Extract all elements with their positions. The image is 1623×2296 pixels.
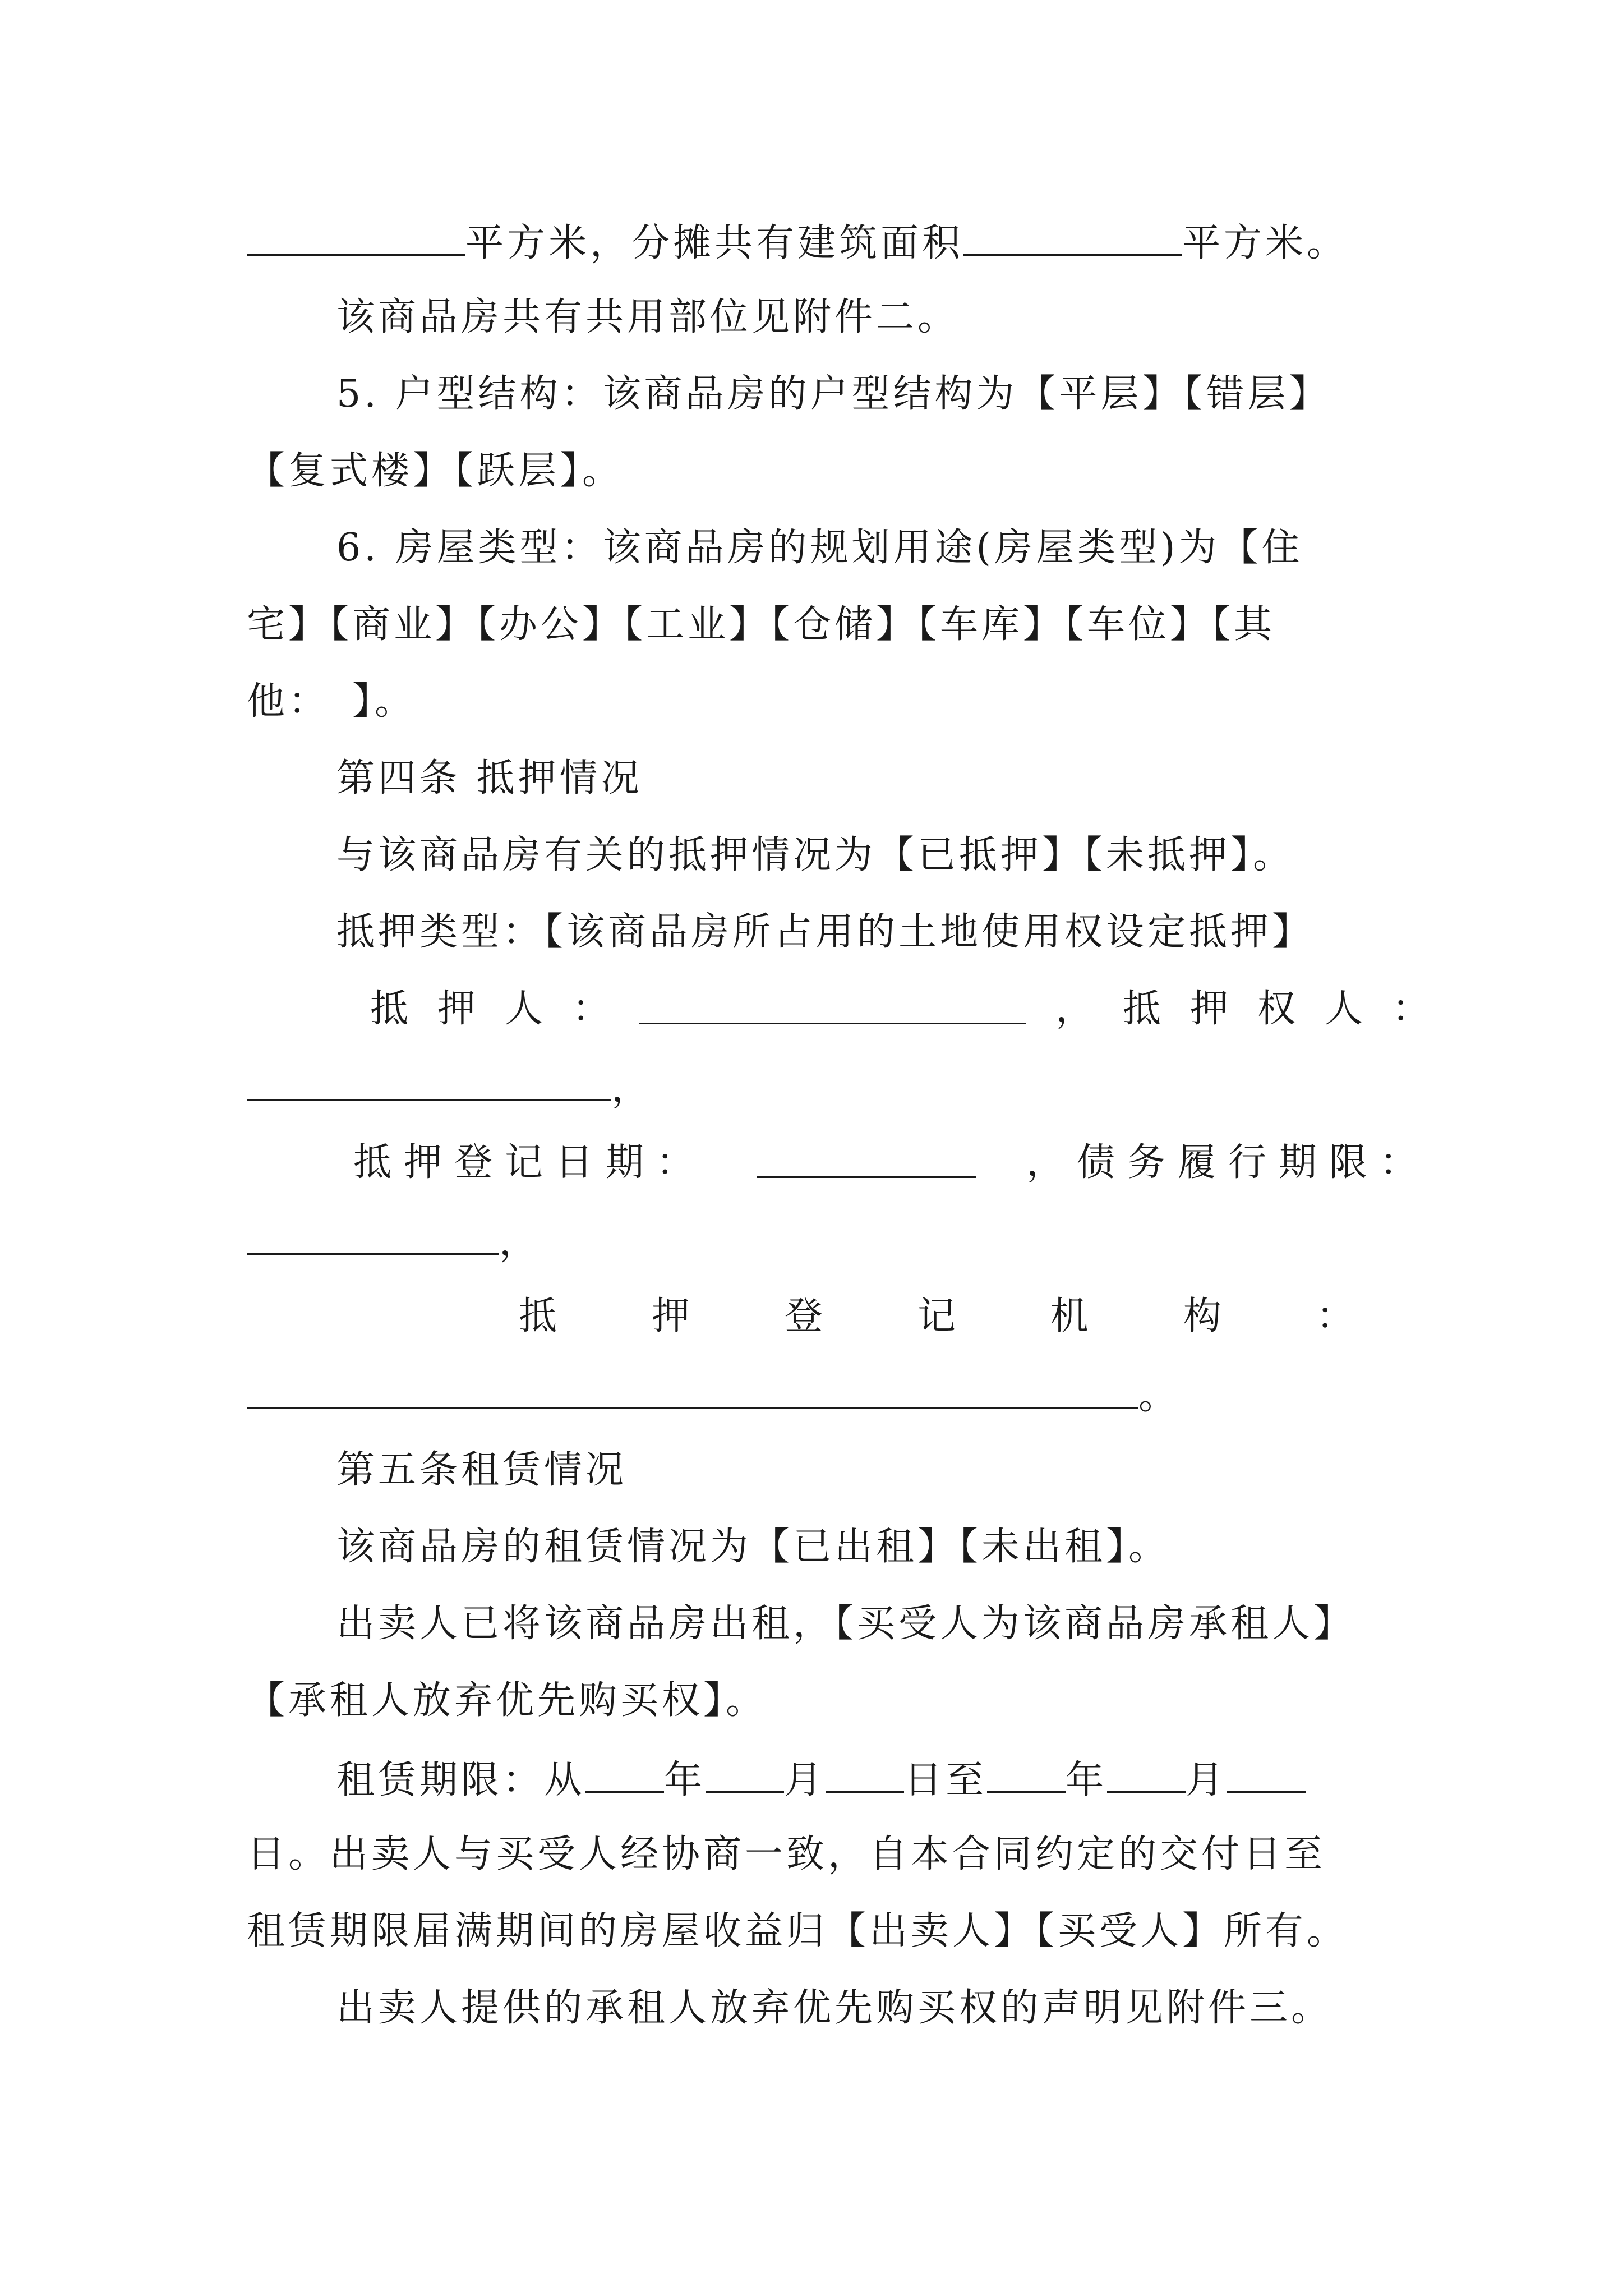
blank-start-month[interactable] (706, 1759, 784, 1793)
blank-mortgagor-field[interactable] (639, 990, 1026, 1024)
blank-end-year[interactable] (987, 1759, 1066, 1793)
house-type-text: 6. 房屋类型：该商品房的规划用途(房屋类型)为【住 (336, 526, 1303, 570)
house-type-other: 他： 】。 (247, 679, 417, 724)
blank-start-year[interactable] (585, 1759, 664, 1793)
blank-end-day[interactable] (1227, 1759, 1306, 1793)
unit-structure-options: 【复式楼】【跃层】。 (247, 449, 624, 493)
blank-registration-authority-field[interactable] (247, 1374, 1138, 1409)
lease-term-line: 租赁期限：从 年 月 日至 年 月 (336, 1759, 1430, 1800)
waiver-statement-text: 出卖人提供的承租人放弃优先购买权的声明见附件三。 (336, 1986, 1333, 2030)
blank-mortgage-date-field[interactable] (757, 1144, 976, 1178)
blank-mortgagee-field[interactable] (247, 1067, 611, 1101)
mortgage-status-text: 与该商品房有关的抵押情况为【已抵押】【未抵押】。 (336, 833, 1295, 877)
registration-authority-line: 抵 押 登 记 机 构 ： (519, 1294, 1354, 1338)
lease-income-owner-text: 租赁期限届满期间的房屋收益归【出卖人】【买受人】所有。 (247, 1909, 1349, 1953)
blank-start-day[interactable] (826, 1759, 904, 1793)
lease-waiver-text: 【承租人放弃优先购买权】。 (247, 1678, 768, 1723)
common-parts-text: 该商品房共有共用部位见附件二。 (336, 295, 960, 339)
mortgage-type-text: 抵押类型：【该商品房所占用的土地使用权设定抵押】 (336, 910, 1314, 954)
mortgagee-line: ， (247, 1067, 1430, 1108)
registration-authority-blank-line: 。 (247, 1374, 1430, 1415)
lease-buyer-text: 出卖人已将该商品房出租，【买受人为该商品房承租人】 (336, 1602, 1355, 1646)
area-unit-text: 平方米。 (1182, 221, 1349, 265)
mortgagor-line: 抵 押 人 ： ， 抵 押 权 人 ： (370, 987, 1430, 1031)
mortgage-date-line: 抵押登记日期： ，债务履行期限： (353, 1140, 1430, 1185)
blank-debt-term-field[interactable] (247, 1221, 499, 1255)
lease-status-text: 该商品房的租赁情况为【已出租】【未出租】。 (336, 1525, 1170, 1569)
blank-shared-area-field[interactable] (963, 222, 1182, 256)
lease-income-text: 日。出卖人与买受人经协商一致，自本合同约定的交付日至 (247, 1832, 1326, 1876)
area-text: 平方米，分摊共有建筑面积 (465, 221, 964, 265)
article-four-heading: 第四条 抵押情况 (336, 756, 643, 800)
blank-area-field[interactable] (247, 222, 465, 256)
house-type-options: 宅】【商业】【办公】【工业】【仓储】【车库】【车位】【其 (247, 602, 1276, 647)
article-five-heading: 第五条租赁情况 (336, 1448, 628, 1492)
debt-term-line: ， (247, 1221, 1430, 1262)
unit-structure-text: 5. 户型结构：该商品房的户型结构为【平层】【错层】 (336, 372, 1331, 416)
area-line (247, 222, 1430, 263)
blank-end-month[interactable] (1107, 1759, 1186, 1793)
